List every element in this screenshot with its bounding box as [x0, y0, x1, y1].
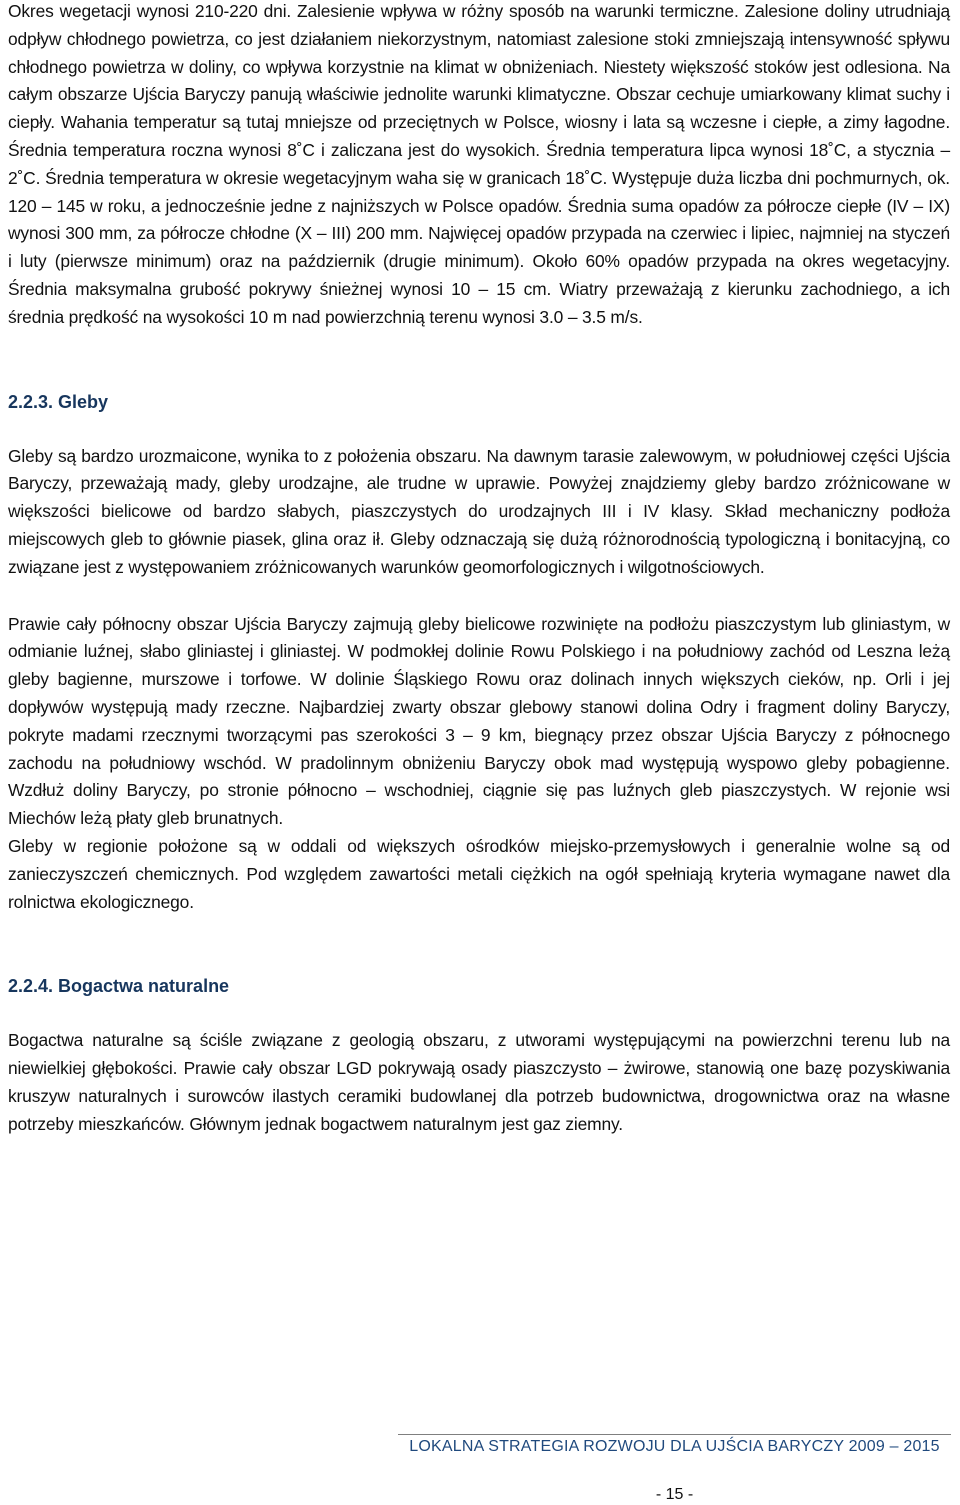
page-number: - 15 -	[655, 1486, 694, 1503]
soils-paragraph-2: Prawie cały północny obszar Ujścia Baryczy zajmują gleby bielicowe rozwinięte na podłożu piaszczystym lub gliniastym, w odmianie luźnej, słabo gliniastej i gliniastej. W podmokłej dolinie Rowu Polskiego i na południowy zachód od Leszna leżą gleby bagienne, murszowe i torfowe. W dolinie Śląskiego Rowu oraz dolinach innych większych cieków, np. Orli i jej dopływów występują mady rzeczne. Najbardziej zwarty obszar glebowy stanowi dolina Odry i fragment doliny Baryczy, pokryte madami rzecznymi tworzącymi pas szerokości 3 – 9 km, biegnący przez obszar Ujścia Baryczy z północnego zachodu na południowy wschód. W pradolinnym obniżeniu Baryczy obok mad występują wyspowo gleby pobagienne. Wzdłuż doliny Baryczy, po stronie północno – wschodniej, ciągnie się pas luźnych gleb piaszczystych. W rejonie wsi Miechów leżą płaty gleb brunatnych.	[8, 613, 950, 829]
soils-paragraph-3: Gleby w regionie położone są w oddali od większych ośrodków miejsko-przemysłowych i generalnie wolne są od zanieczyszczeń chemicznych. Pod względem zawartości metali ciężkich na ogół spełniają kryteria wymagane nawet dla rolnictwa ekologicznego.	[8, 835, 950, 912]
resources-paragraph: Bogactwa naturalne są ściśle związane z geologią obszaru, z utworami występującymi na powierzchni terenu lub na niewielkiej głębokości. Prawie cały obszar LGD pokrywają osady piaszczysto – żwirowe, stanowią one bazę pozyskiwania kruszyw naturalnych i surowców ilastych ceramiki budowlanej dla potrzeb budownictwa, drogownictwa oraz na własne potrzeby mieszkańców. Głównym jednak bogactwem naturalnym jest gaz ziemny.	[8, 1030, 950, 1134]
section-heading-resources: 2.2.4. Bogactwa naturalne	[8, 976, 230, 997]
footer-divider	[398, 1434, 951, 1435]
footer-title: LOKALNA STRATEGIA ROZWOJU DLA UJŚCIA BARYCZY 2009 – 2015	[409, 1438, 940, 1455]
climate-paragraph: Okres wegetacji wynosi 210-220 dni. Zalesienie wpływa w różny sposób na warunki termiczne. Zalesione doliny utrudniają odpływ chłodnego powietrza, co jest działaniem niekorzystnym, natomiast zalesione stoki zmniejszają intensywność spływu chłodnego powietrza w doliny, co wpływa korzystnie na klimat w obniżeniach. Niestety większość stoków jest odlesiona. Na całym obszarze Ujścia Baryczy panują właściwie jednolite warunki klimatyczne. Obszar cechuje umiarkowany klimat suchy i ciepły. Wahania temperatur są tutaj mniejsze od przeciętnych w Polsce, wiosny i lata są wczesne i ciepłe, a zimy łagodne. Średnia temperatura roczna wynosi 8˚C i zaliczana jest do wysokich. Średnia temperatura lipca wynosi 18˚C, a stycznia –2˚C. Średnia temperatura w okresie wegetacyjnym waha się w granicach 18˚C. Występuje duża liczba dni pochmurnych, ok. 120 – 145 w roku, a jednocześnie jedne z najniższych w Polsce opadów. Średnia suma opadów za półrocze ciepłe (IV – IX) wynosi 300 mm, za półrocze chłodne (X – III) 200 mm. Najwięcej opadów przypada na czerwiec i lipiec, najmniej na styczeń i luty (pierwsze minimum) oraz na październik (drugie minimum). Około 60% opadów przypada na okres wegetacyjny. Średnia maksymalna grubość pokrywy śnieżnej wynosi 10 – 15 cm. Wiatry przeważają z kierunku zachodniego, a ich średnia prędkość na wysokości 10 m nad powierzchnią terenu wynosi 3.0 – 3.5 m/s.	[8, 1, 950, 327]
section-heading-soils: 2.2.3. Gleby	[8, 391, 109, 412]
soils-paragraph-1: Gleby są bardzo urozmaicone, wynika to z położenia obszaru. Na dawnym tarasie zalewowym, w południowej części Ujścia Baryczy, przeważają mady, gleby urodzajne, ale trudne w uprawie. Powyżej znajdziemy gleby bardzo zróżnicowane w większości bielicowe od bardzo słabych, piaszczystych do urodzajnych III i IV klasy. Skład mechaniczny podłoża miejscowych gleb to głównie piasek, glina oraz ił. Gleby odznaczają się dużą różnorodnością typologiczną i bonitacyjną, co związane jest z występowaniem zróżnicowanych warunków geomorfologicznych i wilgotnościowych.	[8, 445, 950, 577]
page-content	[8, 0, 950, 1139]
